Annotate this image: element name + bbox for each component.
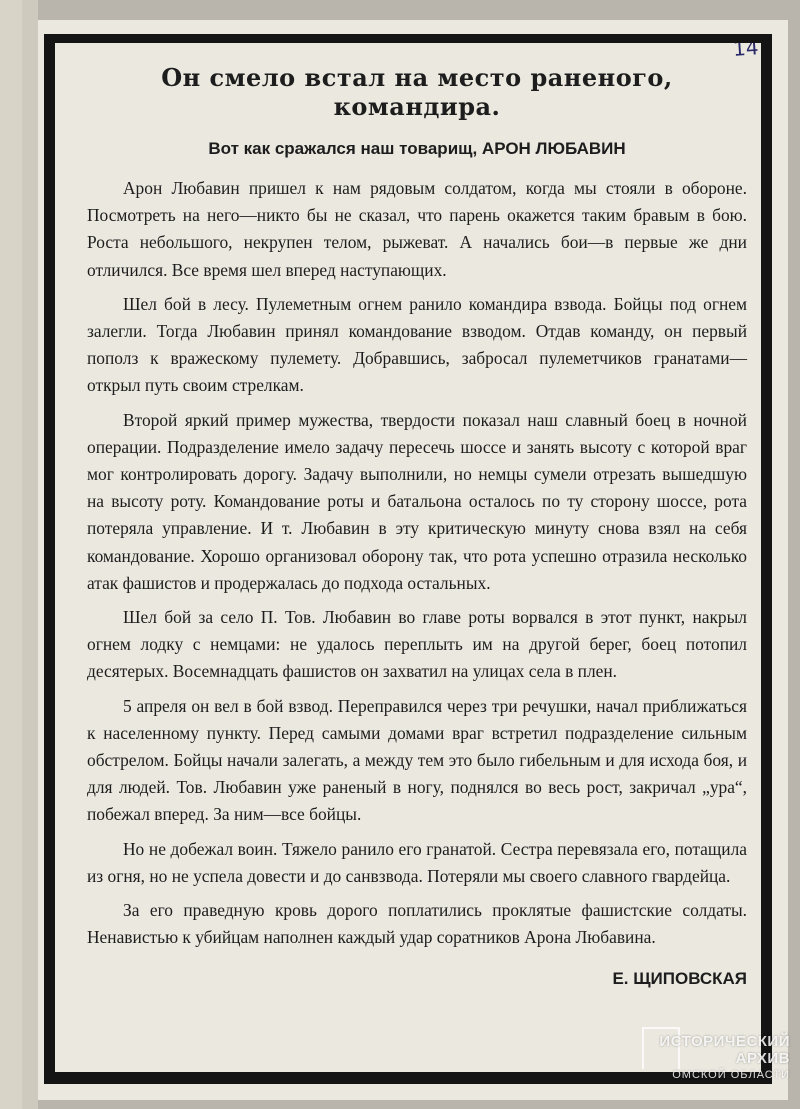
archive-page-number: 14 <box>731 35 759 61</box>
author-signature: Е. ЩИПОВСКАЯ <box>612 969 747 989</box>
document-subtitle: Вот как сражался наш товарищ, АРОН ЛЮБАВИН <box>208 139 626 158</box>
paragraph: 5 апреля он вел в бой взвод. Переправился через три речушки, начал приближаться к населенному пункту. Перед самыми домами враг встретил подразделение сильным обстрелом. Бойцы начали залегать, а между тем это было гибельным и для исхода боя, и для людей. Тов. Любавин уже раненый в ногу, поднялся во весь рост, закричал „ура“, побежал вперед. За ним—все бойцы. <box>87 695 747 825</box>
watermark-line: АРХИВ <box>735 1050 790 1067</box>
paragraph: Арон Любавин пришел к нам рядовым солдатом, когда мы стояли в обороне. Посмотреть на него—никто бы не сказал, что парень окажется таким бравым в бою. Роста небольшого, некрупен телом, рыжеват. А начались бои—в первые же дни отличился. Все время шел вперед наступающих. <box>87 178 747 280</box>
watermark-line: ОМСКОЙ ОБЛАСТИ <box>672 1069 790 1081</box>
page-edge <box>22 0 38 1109</box>
document-title: Он смело встал на место раненого, командира. <box>161 63 673 121</box>
binder-strip <box>0 0 24 1109</box>
document-content <box>87 63 747 989</box>
paragraph: Но не добежал воин. Тяжело ранило его гранатой. Сестра перевязала его, потащила из огня, но не успела довести и до санвзвода. Потеряли мы своего славного гвардейца. <box>87 838 747 886</box>
document-sheet <box>38 20 788 1100</box>
paragraph: За его праведную кровь дорого поплатились проклятые фашистские солдаты. Ненавистью к убийцам наполнен каждый удар соратников Арона Любавина. <box>87 900 747 948</box>
paragraph: Шел бой за село П. Тов. Любавин во главе роты ворвался в этот пункт, накрыл огнем лодку с немцами: не удалось переплыть им на другой берег, боец потопил десятерых. Восемнадцать фашистов он захватил на улицах села в плен. <box>87 607 747 682</box>
archive-watermark <box>590 1033 790 1081</box>
paragraph: Шел бой в лесу. Пулеметным огнем ранило командира взвода. Бойцы под огнем залегли. Тогда Любавин принял командование взводом. Отдав команду, он первый пополз к вражескому пулемету. Добравшись, забросал пулеметчиков гранатами—открыл путь своим стрелкам. <box>87 293 747 396</box>
watermark-line: ИСТОРИЧЕСКИЙ <box>659 1033 790 1050</box>
paragraph: Второй яркий пример мужества, твердости показал наш славный боец в ночной операции. Подразделение имело задачу пересечь шоссе и занять высоту с которой враг мог контролировать дорогу. Задачу выполнили, но немцы сумели отрезать вышедшую на высоту роту. Командование роты и батальона осталось по ту сторону шоссе, рота потеряла управление. И т. Любавин в эту критическую минуту снова взял на себя командование. Хорошо организовал оборону так, что рота успешно отразила несколько атак фашистов и продержалась до подхода остальных. <box>87 409 747 593</box>
black-border-frame <box>44 34 772 1084</box>
